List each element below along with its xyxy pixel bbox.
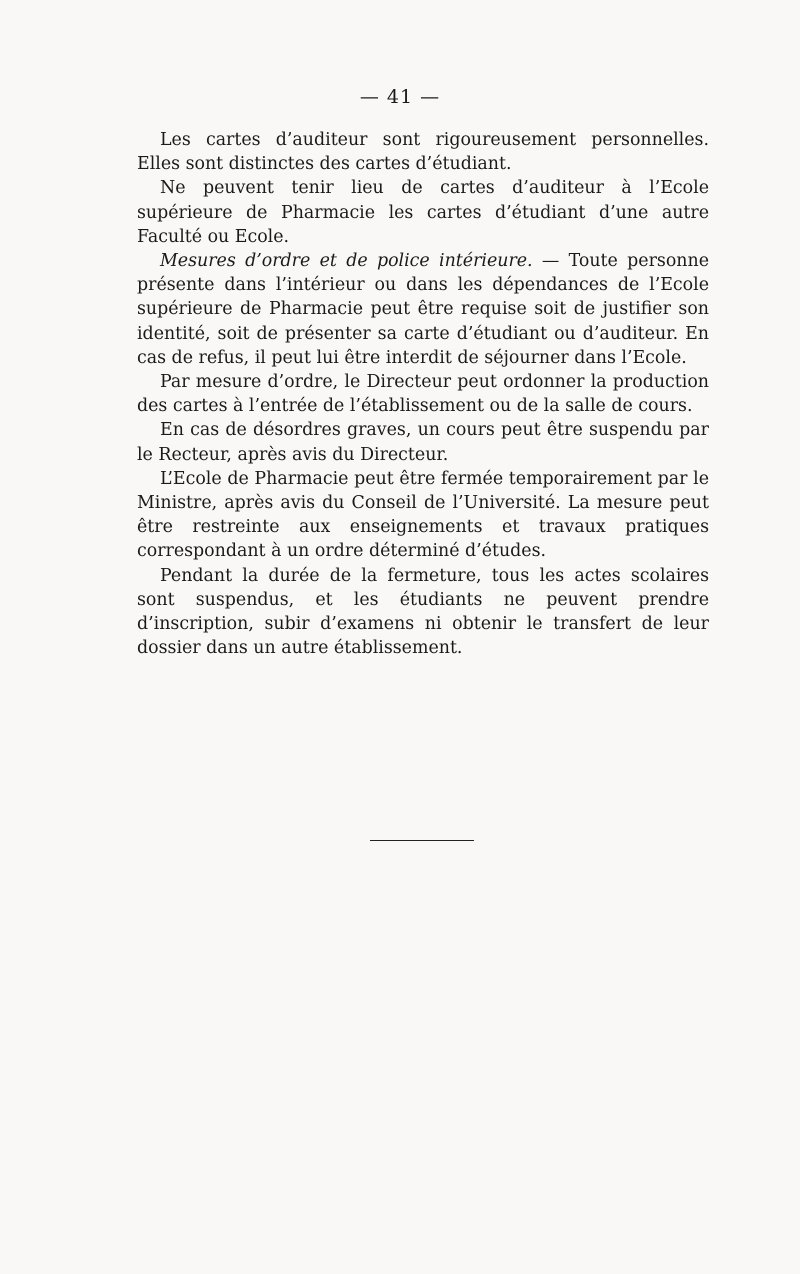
paragraph-7: Pendant la durée de la fermeture, tous les actes scolaires sont suspendus, et les étudiants ne peuvent prendre d’inscription, subir d’examens ni obtenir le transfert de leur dossier dans un autre établissement. xyxy=(137,565,709,659)
paragraph-3: Mesures d’ordre et de police intérieure. — Toute personne présente dans l’intérieur ou dans les dépendances de l’Ecole supérieure de Pharmacie peut être requise soit de justifier son identité, soit de présenter sa carte d’étudiant ou d’auditeur. En cas de refus, il peut lui être interdit de séjourner dans l’Ecole. xyxy=(137,251,709,368)
paragraph-2: Ne peuvent tenir lieu de cartes d’auditeur à l’Ecole supérieure de Pharmacie les cartes d’étudiant d’une autre Faculté ou Ecole. xyxy=(137,178,709,247)
paragraph-1: Les cartes d’auditeur sont rigoureusement personnelles. Elles sont distinctes des cartes d’étudiant. xyxy=(137,130,709,175)
paragraph-5: En cas de désordres graves, un cours peut être suspendu par le Recteur, après avis du Directeur. xyxy=(137,420,709,465)
paragraph-6: L’Ecole de Pharmacie peut être fermée temporairement par le Ministre, après avis du Conseil de l’Université. La mesure peut être restreinte aux enseignements et travaux pratiques correspondant à un ordre déterminé d’études. xyxy=(137,468,709,562)
end-rule-divider xyxy=(370,840,474,841)
section-heading: Mesures d’ordre et de police intérieure. xyxy=(160,251,533,272)
page-number: — 41 — xyxy=(359,86,441,108)
body-text xyxy=(137,128,709,660)
paragraph-4: Par mesure d’ordre, le Directeur peut ordonner la production des cartes à l’entrée de l’établissement ou de la salle de cours. xyxy=(137,372,709,417)
